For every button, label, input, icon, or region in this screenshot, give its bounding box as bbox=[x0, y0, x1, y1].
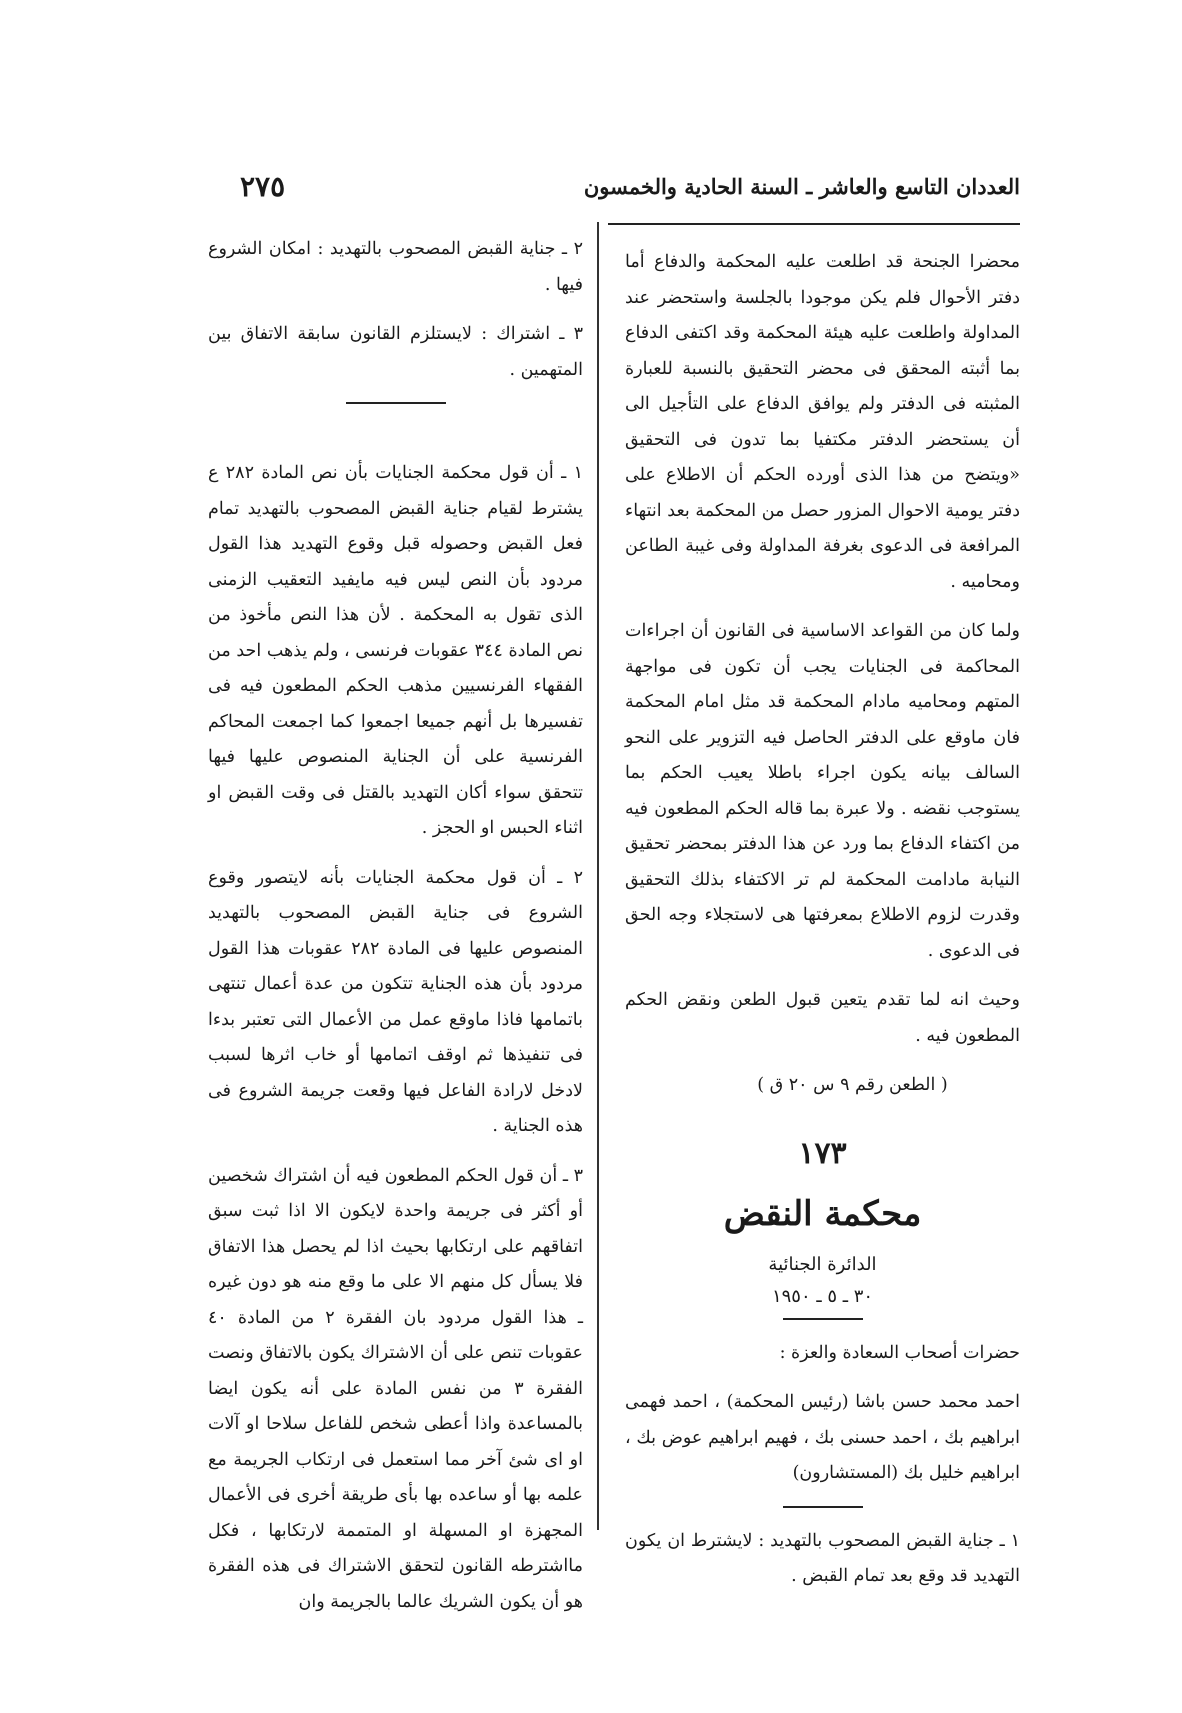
right-column bbox=[625, 245, 1020, 1609]
paragraph: ٣ ـ أن قول الحكم المطعون فيه أن اشتراك شخصين أو أكثر فى جريمة واحدة لايكون الا اذا ثبت سبق اتفاقهم على ارتكابها بحيث اذا لم يحصل هذا الاتفاق فلا يسأل كل منهم الا على ما وقع منه هو دون غيره ـ هذا القول مردود بان الفقرة ٢ من المادة ٤٠ عقوبات تنص على أن الاشتراك يكون بالاتفاق ونصت الفقرة ٣ من نفس المادة على أنه يكون ايضا بالمساعدة واذا أعطى شخص للفاعل سلاحا او آلات او اى شئ آخر مما استعمل فى ارتكاب الجريمة مع علمه بها أو ساعده بها بأى طريقة أخرى فى الأعمال المجهزة او المسهلة او المتممة لارتكابها ، فكل مااشترطه القانون لتحقق الاشتراك فى هذه الفقرة هو أن يكون الشريك عالما بالجريمة وان bbox=[208, 1165, 583, 1612]
running-title: العددان التاسع والعاشر ـ السنة الحادية والخمسون bbox=[583, 174, 1020, 199]
page-number: ٢٧٥ bbox=[240, 170, 286, 203]
paragraph: وحيث انه لما تقدم يتعين قبول الطعن ونقض الحكم المطعون فيه . bbox=[625, 990, 1020, 1046]
principle-summary: ١ ـ جناية القبض المصحوب بالتهديد : لايشترط ان يكون التهديد قد وقع بعد تمام القبض . bbox=[625, 1530, 1020, 1586]
circuit-name: الدائرة الجنائية bbox=[768, 1253, 877, 1275]
paragraph: ولما كان من القواعد الاساسية فى القانون أن اجراءات المحاكمة فى الجنايات يجب أن تكون فى مواجهة المتهم ومحاميه مادام المحكمة قد مثل امام المحكمة فان ماوقع على الدفتر الحاصل فيه التزوير على النحو السالف بيانه يكون اجراء باطلا يعيب الحكم بما يستوجب نقضه . ولا عبرة بما قاله الحكم المطعون فيه من اكتفاء الدفاع بما ورد عن هذا الدفتر بمحضر تحقيق النيابة مادامت المحكمة لم تر الاكتفاء بذلك التحقيق وقدرت لزوم الاطلاع بمعرفتها هى لاستجلاء وجه الحق فى الدعوى . bbox=[625, 621, 1020, 961]
present-label: حضرات أصحاب السعادة والعزة : bbox=[779, 1342, 1020, 1363]
judges-list: احمد محمد حسن باشا (رئيس المحكمة) ، احمد فهمى ابراهيم بك ، احمد حسنى بك ، فهيم ابراهيم عوض بك ، ابراهيم خليل بك (المستشارون) bbox=[625, 1392, 1020, 1483]
header-rule bbox=[608, 223, 1020, 225]
appeal-reference: ( الطعن رقم ٩ س ٢٠ ق ) bbox=[757, 1075, 948, 1095]
divider bbox=[783, 1506, 863, 1508]
court-name: محكمة النقض bbox=[723, 1193, 922, 1234]
paragraph: ١ ـ أن قول محكمة الجنايات بأن نص المادة ٢٨٢ ع يشترط لقيام جناية القبض المصحوب بالتهديد تمام فعل القبض وحصوله قبل وقوع التهديد هذا القول مردود بأن النص ليس فيه مايفيد التعقيب الزمنى الذى تقول به المحكمة . لأن هذا النص مأخوذ من نص المادة ٣٤٤ عقوبات فرنسى ، ولم يذهب احد من الفقهاء الفرنسيين مذهب الحكم المطعون فيه فى تفسيرها بل أنهم جميعا اجمعوا كما اجمعت المحاكم الفرنسية على أن الجناية المنصوص عليها فيها تتحقق سواء أكان التهديد بالقتل فى وقت القبض او اثناء الحبس او الحجز . bbox=[208, 463, 584, 838]
judgment-date: ٣٠ ـ ٥ ـ ١٩٥٠ bbox=[771, 1285, 874, 1307]
divider bbox=[346, 402, 446, 404]
principle-summary: ٣ ـ اشتراك : لايستلزم القانون سابقة الاتفاق بين المتهمين . bbox=[208, 324, 583, 380]
paragraph: محضرا الجنحة قد اطلعت عليه المحكمة والدفاع أما دفتر الأحوال فلم يكن موجودا بالجلسة واستحضر عند المداولة واطلعت عليه هيئة المحكمة وقد اكتفى الدفاع بما أثبته المحقق فى محضر التحقيق بالنسبة للعبارة المثبته فى الدفتر ولم يوافق الدفاع على التأجيل الى أن يستحضر الدفتر مكتفيا بما تدون فى التحقيق «ويتضح من هذا الذى أورده الحكم أن الاطلاع على دفتر يومية الاحوال المزور حصل من المحكمة بعد انتهاء المرافعة فى الدعوى بغرفة المداولة وفى غيبة الطاعن ومحاميه . bbox=[625, 252, 1020, 592]
case-number: ١٧٣ bbox=[798, 1135, 847, 1171]
page-header bbox=[200, 168, 1020, 208]
principle-summary: ٢ ـ جناية القبض المصحوب بالتهديد : امكان الشروع فيها . bbox=[208, 239, 583, 295]
column-divider bbox=[597, 222, 599, 1530]
left-column bbox=[208, 232, 583, 1634]
divider bbox=[783, 1318, 863, 1320]
paragraph: ٢ ـ أن قول محكمة الجنايات بأنه لايتصور وقوع الشروع فى جناية القبض المصحوب بالتهديد المنصوص عليها فى المادة ٢٨٢ عقوبات هذا القول مردود بأن هذه الجناية تتكون من عدة أعمال تنتهى باتمامها فاذا ماوقع عمل من الأعمال التى تعتبر بدءا فى تنفيذها ثم اوقف اتمامها أو خاب اثرها لسبب لادخل لارادة الفاعل فيها وقعت جريمة الشروع فى هذه الجناية . bbox=[208, 867, 583, 1136]
